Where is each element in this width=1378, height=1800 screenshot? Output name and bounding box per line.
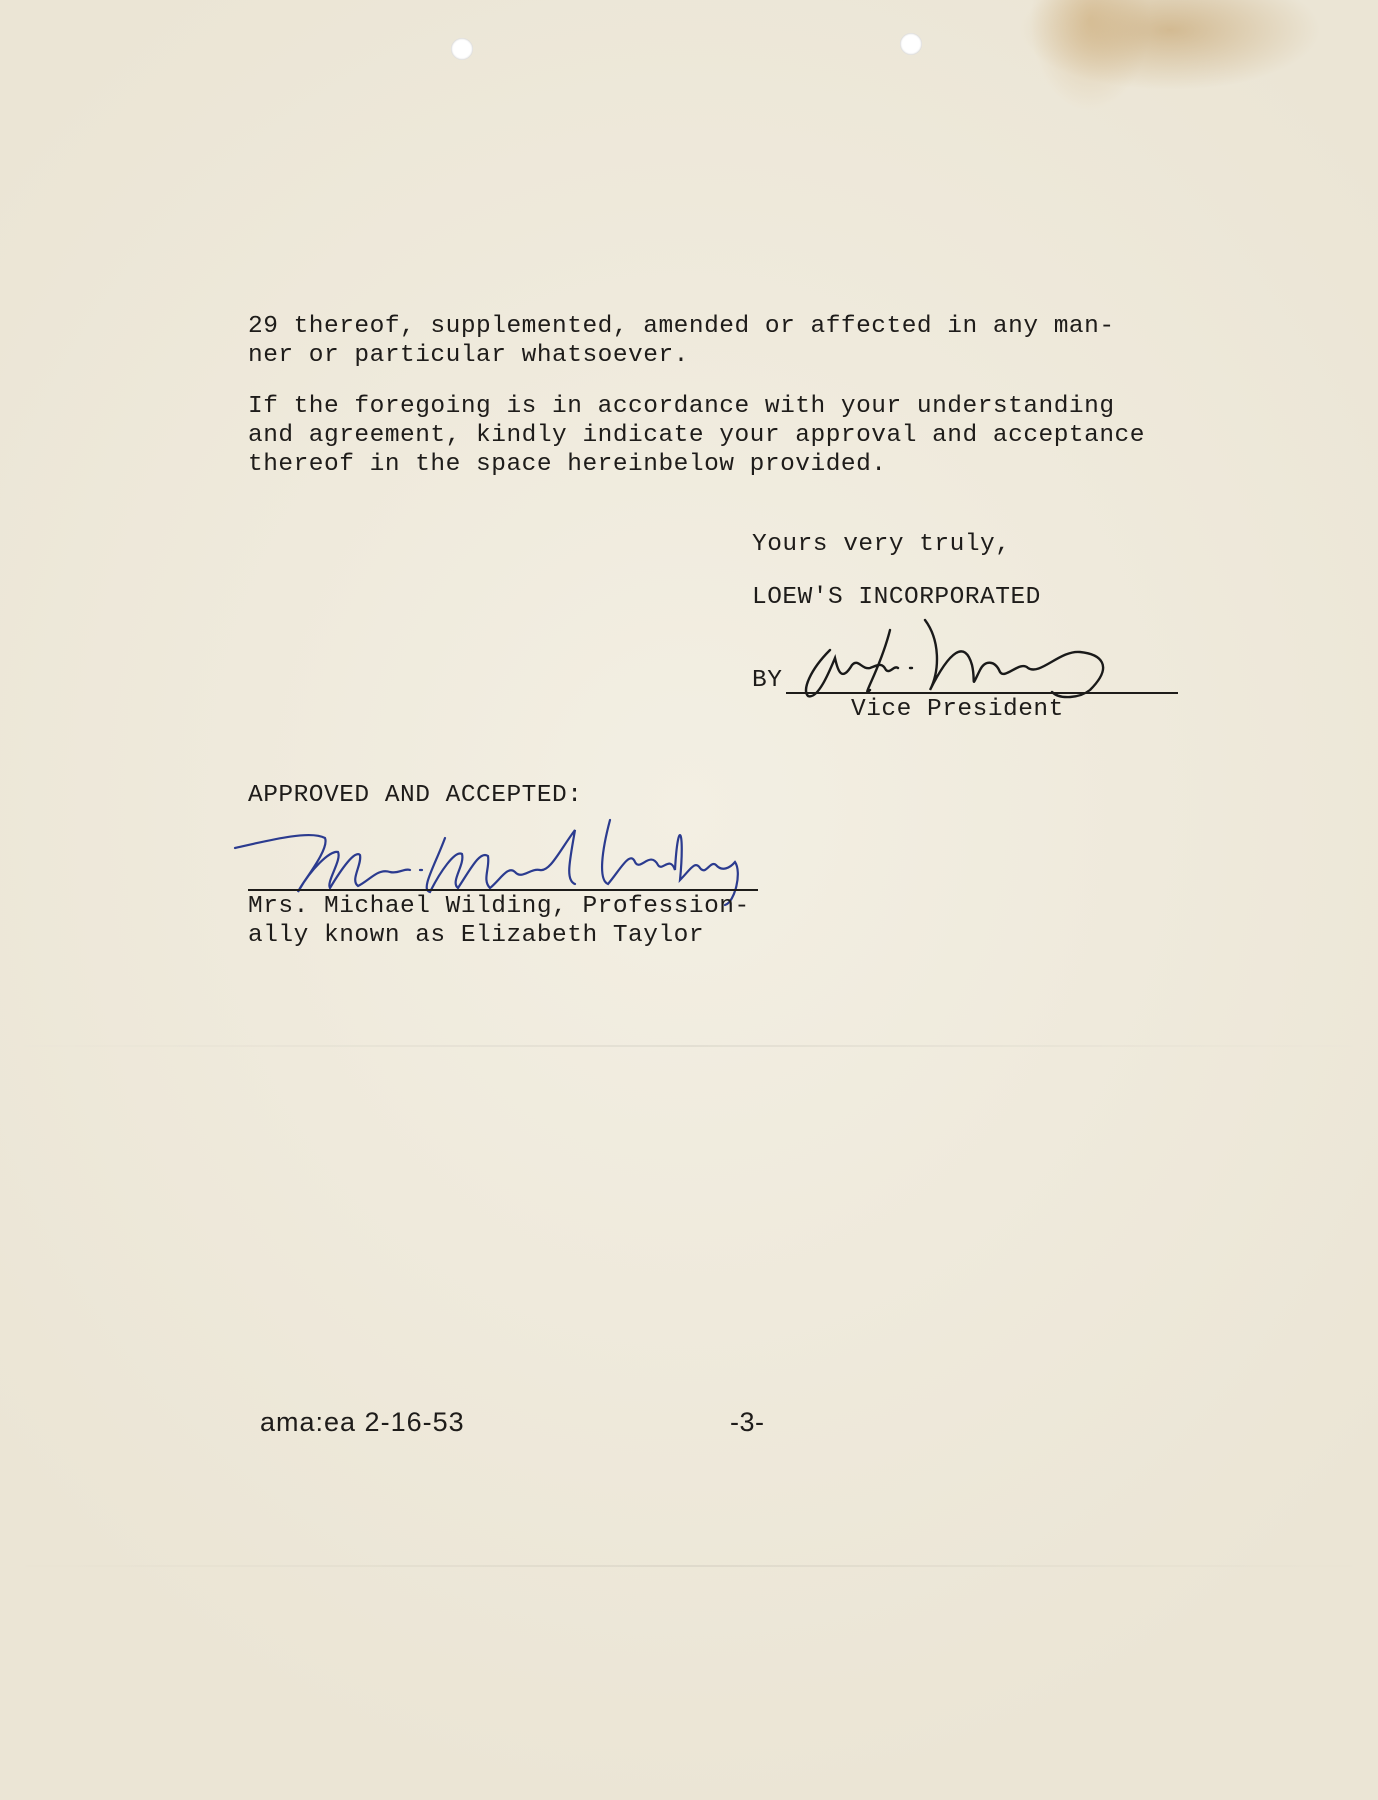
- paragraph-approval-request: [248, 392, 1145, 479]
- signature-line: [786, 692, 1178, 694]
- text-line: ally known as Elizabeth Taylor: [248, 922, 705, 949]
- officer-title: Vice President: [851, 696, 1064, 723]
- paragraph-continuation: [248, 312, 1115, 370]
- by-label: BY: [752, 667, 783, 694]
- approved-accepted-heading: APPROVED AND ACCEPTED:: [248, 782, 583, 809]
- closing-salutation: Yours very truly,: [752, 531, 1011, 558]
- paper-fold: [0, 1045, 1378, 1047]
- text-line: and agreement, kindly indicate your approval and acceptance: [248, 422, 1145, 449]
- text-line: If the foregoing is in accordance with your understanding: [248, 393, 1115, 420]
- vice-president-signature: [790, 610, 1150, 700]
- text-line: Mrs. Michael Wilding, Profession-: [248, 893, 750, 920]
- punch-hole: [451, 38, 473, 60]
- paper-fold: [0, 1565, 1378, 1567]
- page-number: -3-: [730, 1407, 765, 1437]
- text-line: thereof in the space hereinbelow provided.: [248, 451, 887, 478]
- company-name: LOEW'S INCORPORATED: [752, 584, 1041, 611]
- signature-line: [248, 889, 758, 891]
- text-line: ner or particular whatsoever.: [248, 342, 689, 369]
- text-line: 29 thereof, supplemented, amended or affected in any man-: [248, 313, 1115, 340]
- signer-name-block: [248, 892, 750, 950]
- reference-initials-date: ama:ea 2-16-53: [260, 1407, 465, 1437]
- punch-hole: [900, 33, 922, 55]
